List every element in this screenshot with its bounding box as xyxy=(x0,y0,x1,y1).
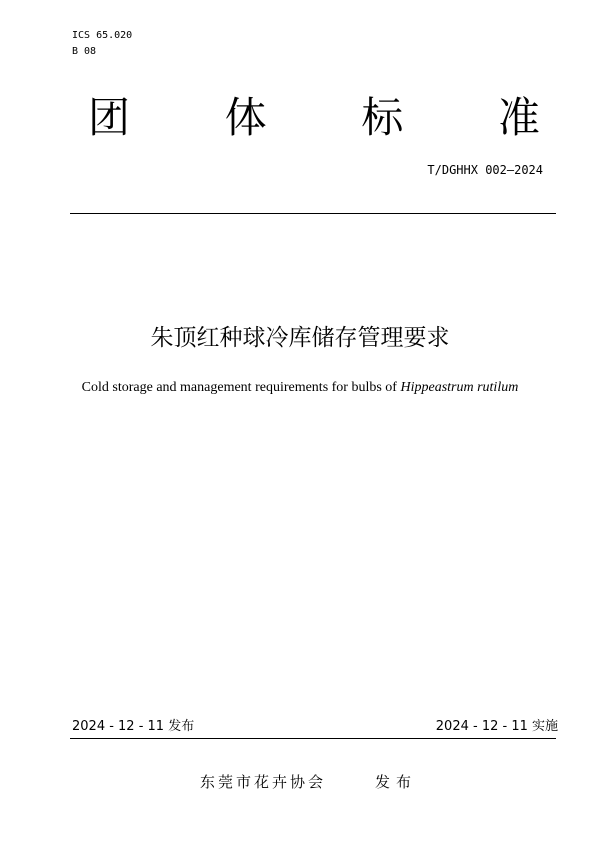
standard-number: T/DGHHX 002—2024 xyxy=(427,163,543,177)
publish-label: 发布 xyxy=(375,773,418,791)
banner-char-1: 团 xyxy=(88,93,131,142)
banner-char-3: 标 xyxy=(361,93,404,142)
title-english xyxy=(0,378,600,398)
top-divider xyxy=(70,213,556,214)
banner-char-4: 准 xyxy=(497,93,540,142)
ics-code: ICS 65.020 xyxy=(72,30,133,41)
document-type-banner xyxy=(88,92,540,144)
implementation-date: 2024 - 12 - 11 实施 xyxy=(435,719,558,734)
issue-date: 2024 - 12 - 11 发布 xyxy=(72,719,195,734)
banner-char-2: 体 xyxy=(224,93,267,142)
ccs-code: B 08 xyxy=(72,46,97,57)
title-english-species: Hippeastrum rutilum xyxy=(400,380,519,395)
publisher-name: 东莞市花卉协会 xyxy=(200,773,327,791)
title-chinese: 朱顶红种球冷库储存管理要求 xyxy=(150,325,450,351)
bottom-divider xyxy=(70,738,556,739)
title-english-text: Cold storage and management requirements for bulbs of xyxy=(81,380,401,395)
